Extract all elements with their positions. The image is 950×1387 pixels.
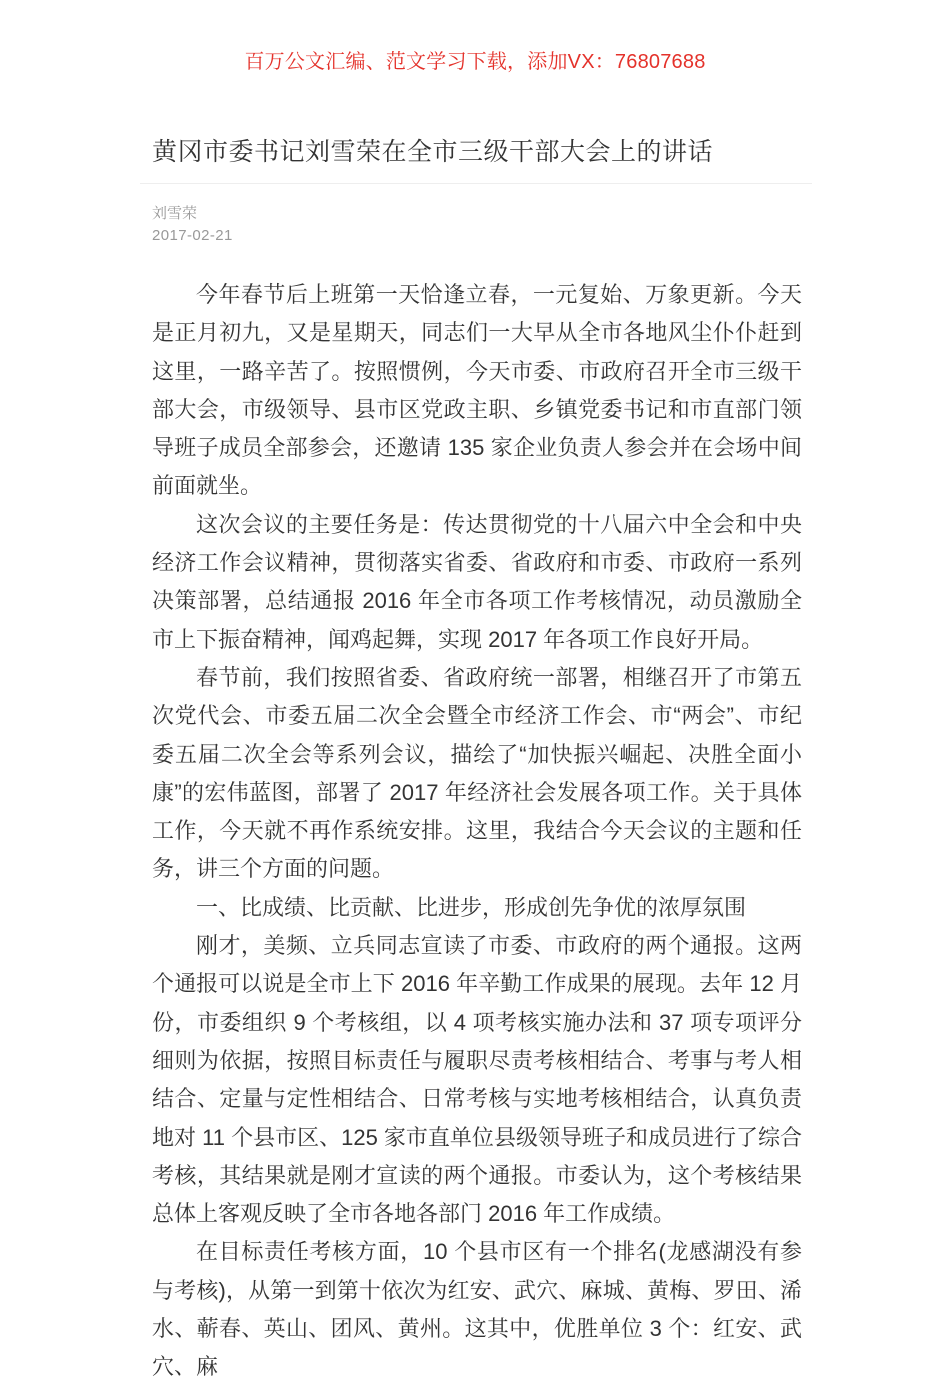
page-title: 黄冈市委书记刘雪荣在全市三级干部大会上的讲话 — [152, 138, 714, 166]
body-paragraph: 今年春节后上班第一天恰逢立春，一元复始、万象更新。今天是正月初九，又是星期天，同志们一大早从全市各地风尘仆仆赶到这里，一路辛苦了。按照惯例，今天市委、市政府召开全市三级干部大会，市级领导、县市区党政主职、乡镇党委书记和市直部门领导班子成员全部参会，还邀请 135 家企业负责人参会并在会场中间前面就坐。 — [152, 282, 802, 499]
article-header — [140, 132, 812, 247]
publish-date: 2017-02-21 — [152, 227, 233, 244]
body-paragraph: 在目标责任考核方面，10 个县市区有一个排名(龙感湖没有参与考核)，从第一到第十依次为红安、武穴、麻城、黄梅、罗田、浠水、蕲春、英山、团风、黄州。这其中，优胜单位 3 个：红安、武穴、麻 — [152, 1239, 802, 1380]
author-name: 刘雪荣 — [152, 205, 198, 222]
promo-banner-text: 百万公文汇编、范文学习下载，添加VX：76807688 — [244, 51, 706, 73]
section-heading: 一、比成绩、比贡献、比进步，形成创先争优的浓厚氛围 — [196, 894, 747, 920]
article-meta — [140, 184, 812, 247]
body-paragraph: 这次会议的主要任务是：传达贯彻党的十八届六中全会和中央经济工作会议精神，贯彻落实省委、省政府和市委、市政府一系列决策部署，总结通报 2016 年全市各项工作考核情况，动员激励全市上下振奋精神，闻鸡起舞，实现 2017 年各项工作良好开局。 — [152, 511, 802, 652]
body-paragraph: 春节前，我们按照省委、省政府统一部署，相继召开了市第五次党代会、市委五届二次全会暨全市经济工作会、市“两会”、市纪委五届二次全会等系列会议，描绘了“加快振兴崛起、决胜全面小康”的宏伟蓝图，部署了 2017 年经济社会发展各项工作。关于具体工作，今天就不再作系统安排。这里，我结合今天会议的主题和任务，讲三个方面的问题。 — [152, 664, 802, 882]
article-body — [152, 276, 802, 1387]
body-paragraph: 刚才，美频、立兵同志宣读了市委、市政府的两个通报。这两个通报可以说是全市上下 2016 年辛勤工作成果的展现。去年 12 月份，市委组织 9 个考核组，以 4 项考核实施办法和 37 项专项评分细则为依据，按照目标责任与履职尽责考核相结合、考事与考人相结合、定量与定性相结合、日常考核与实地考核相结合，认真负责地对 11 个县市区、125 家市直单位县级领导班子和成员进行了综合考核，其结果就是刚才宣读的两个通报。市委认为，这个考核结果总体上客观反映了全市各地各部门 2016 年工作成绩。 — [152, 933, 802, 1227]
